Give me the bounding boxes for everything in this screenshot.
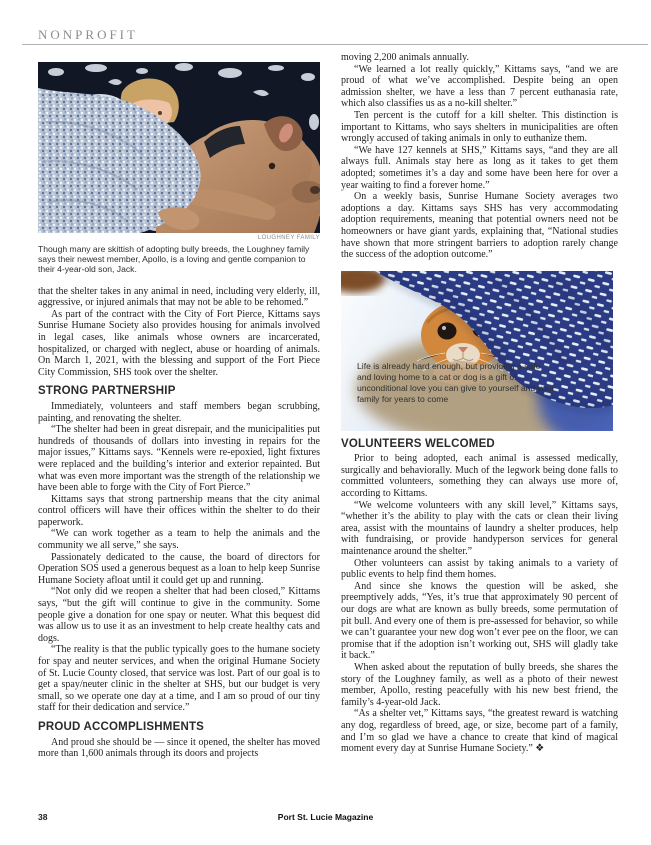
cat-photo-illustration [341, 271, 613, 431]
section-heading-proud-accomplishments: PROUD ACCOMPLISHMENTS [38, 720, 205, 733]
body-paragraph: When asked about the reputation of bully breeds, she shares the story of the Loughney family, as well as a photo of their newest member, Apollo, resting peacefully with his new best friend, the family’s 4-year-old Jack. [341, 661, 618, 708]
dog-photo-illustration [38, 62, 320, 233]
body-paragraph: And since she knows the question will be asked, she preemptively adds, “Yes, it’s true that approximately 90 percent of our dogs are what are known as bully breeds, some permutation of pit bull. And every one of them is pre-assessed for behavior, so while we can’t guarantee your new dog won’t ever pee on the floor, we can promise that if the adoption isn’t working out, SHS will gladly take it back.” [341, 580, 618, 662]
photo-credit: LOUGHNEY FAMILY [257, 235, 320, 241]
magazine-name: Port St. Lucie Magazine [277, 812, 374, 822]
body-paragraph: As part of the contract with the City of Fort Pierce, Kittams says Sunrise Humane Society also provides housing for animals involved in legal cases, like animals whose owners are incarcerated, hospitalized, or charged with neglect, abuse or hoarding of animals. On March 1, 2021, with the blessing and support of the Fort Piece City Commission, SHS took over the shelter. [38, 308, 320, 378]
body-paragraph: Immediately, volunteers and staff members began scrubbing, painting, and renovating the shelter. [38, 400, 320, 424]
body-paragraph: moving 2,200 animals annually. [341, 52, 469, 63]
body-paragraph: “Not only did we reopen a shelter that had been closed,” Kittams says, “but the gift will continue to give in the community. Some people give a donation for one spay or neuter. What this bequest did was allow us to use it as an investment to help create healthy cats and dogs. [38, 586, 320, 644]
cat-photo-caption: Life is already hard enough, but providing a safe and loving home to a cat or dog is a gift of unconditional love you can give to yourself and your family for years to come [357, 360, 555, 404]
header-rule [22, 44, 648, 45]
left-column [38, 62, 320, 760]
dog-photo-caption: Though many are skittish of adopting bully breeds, the Loughney family says their newest member, Apollo, is a loving and gentle companion to their 4-year-old son, Jack. [38, 244, 310, 275]
body-paragraph: Prior to being adopted, each animal is assessed medically, surgically and behaviorally. Much of the legwork being done falls to committed volunteers, something they can always use more of, according to Kittams. [341, 453, 618, 500]
body-paragraph: Other volunteers can assist by taking animals to a variety of public events to help find them homes. [341, 557, 618, 581]
body-paragraph: Passionately dedicated to the cause, the board of directors for Operation SOS used a generous bequest as a loan to help keep Sunrise Humane Society afloat until it could get up and running. [38, 551, 320, 586]
right-column [341, 52, 618, 755]
page-number: 38 [38, 812, 48, 822]
body-paragraph: “We welcome volunteers with any skill level,” Kittams says, “whether it’s the ability to play with the cats or clean their living area, assist with the mountains of laundry a shelter produces, help with fundraising, or provide handyperson services for general maintenance around the shelter.” [341, 499, 618, 558]
dog-photo-figure [38, 62, 320, 275]
body-paragraph: “We have 127 kennels at SHS,” Kittams says, “and they are all always full. Animals stay here as long as it takes to get them adopted; sometimes it’s a day and some have been here for over a year waiting to find a forever home.” [341, 144, 618, 191]
body-paragraph: “We learned a lot really quickly,” Kittams says, “and we are proud of what we’ve accomplished. Despite being an open admission shelter, we have a less than 7 percent euthanasia rate, which also classifies us as a no-kill shelter.” [341, 63, 618, 110]
body-paragraph: “We can work together as a team to help the animals and the community we all serve,” she says. [38, 528, 320, 552]
section-label: NONPROFIT [38, 27, 138, 42]
cat-photo-figure [341, 271, 613, 431]
body-paragraph: that the shelter takes in any animal in need, including very elderly, ill, aggressive, or injured animals that may not be able to be rehomed.” [38, 285, 320, 309]
section-heading-strong-partnership: STRONG PARTNERSHIP [38, 385, 176, 398]
body-paragraph: And proud she should be — since it opened, the shelter has moved more than 1,600 animals through its doors and projects [38, 736, 320, 760]
body-paragraph: “As a shelter vet,” Kittams says, “the greatest reward is watching any dog, regardless of breed, age, or size, become part of a family, and I’m so glad we have a chance to create that kind of magical moment every day at Sunrise Humane Society.” ❖ [341, 708, 618, 755]
body-paragraph: “The reality is that the public typically goes to the humane society for spay and neuter services, and when the original Humane Society of St. Lucie County closed, that service was lost. Part of our goal is to get a spay/neuter clinic in the shelter at SHS, but our budget is very small, so we operate one day at a time, and I am so proud of our tiny staff for their dedication and service.” [38, 644, 320, 714]
section-heading-volunteers-welcomed: VOLUNTEERS WELCOMED [341, 437, 495, 450]
body-paragraph: Ten percent is the cutoff for a kill shelter. This distinction is important to Kittams, who says shelters in municipalities are often wrongly accused of taking animals in only to euthanize them. [341, 109, 618, 145]
body-paragraph: Kittams says that strong partnership means that the city animal control officers will have their offices within the shelter to do their paperwork. [38, 493, 320, 528]
body-paragraph: “The shelter had been in great disrepair, and the municipalities put hundreds of thousands of dollars into investing in repairs for the major issues,” Kittams says. “Kennels were re-epoxied, light fixtures were replaced and the building’s interior and exterior repainted. But what was even more important was the strength of the relationship we have been able to forge with the City of Fort Pierce.” [38, 424, 320, 494]
body-paragraph: On a weekly basis, Sunrise Humane Society averages two adoptions a day. Kittams says SHS has very accommodating adoption requirements, meaning that potential owners need not be homeowners or have giant yards, explaining that, “National studies have shown that more stringent barriers to adoption rarely change the success of the adoption outcome.” [341, 191, 618, 261]
